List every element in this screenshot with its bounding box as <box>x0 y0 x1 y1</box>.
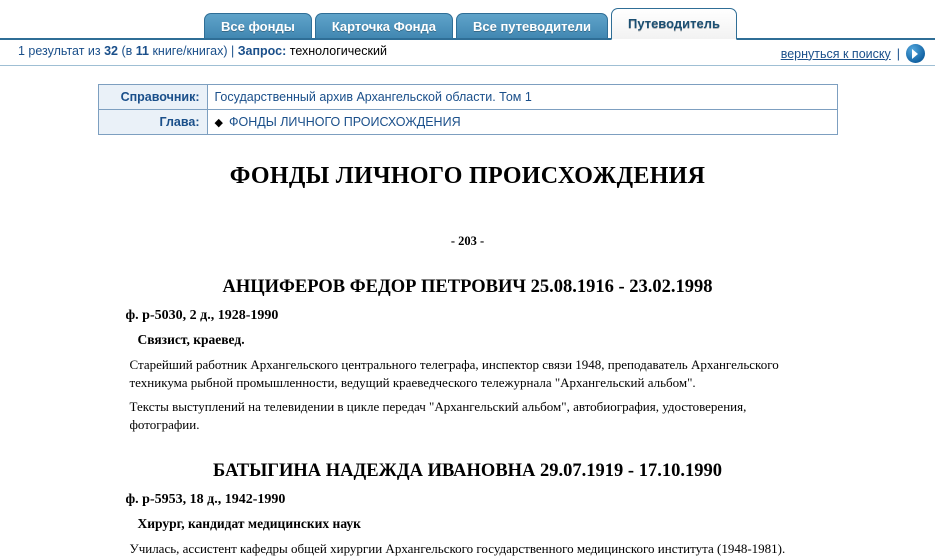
result-middle: (в <box>118 44 136 58</box>
tab-fund-card[interactable]: Карточка Фонда <box>315 13 453 40</box>
query-value: технологический <box>286 44 387 58</box>
entry-title: БАТЫГИНА НАДЕЖДА ИВАНОВНА 29.07.1919 - 17.10.1990 <box>213 461 722 482</box>
page-number: - 203 - <box>450 234 485 248</box>
chapter-link[interactable]: ФОНДЫ ЛИЧНОГО ПРОИСХОЖДЕНИЯ <box>228 115 461 129</box>
query-label: Запрос: <box>237 44 287 58</box>
reference-info-table <box>98 84 838 135</box>
handbook-label: Справочник: <box>98 85 207 110</box>
result-count: 32 <box>104 44 119 58</box>
result-prefix: 1 результат из <box>18 44 105 58</box>
chapter-label: Глава: <box>98 110 207 135</box>
arrow-right-icon[interactable] <box>906 44 925 63</box>
tab-guide[interactable]: Путеводитель <box>611 8 737 40</box>
entry-paragraph: Училась, ассистент кафедры общей хирургии Архангельского государственного медицинского института (1948-1981). <box>129 541 786 557</box>
entry-paragraph: Старейший работник Архангельского центрального телеграфа, инспектор связи 1948, преподаватель Архангельского техникума рыбной промышленности, ведущий краеведческого тележурнала "Архангельский альбом". <box>129 357 779 390</box>
tab-list <box>204 0 935 40</box>
handbook-value[interactable]: Государственный архив Архангельской области. Том 1 <box>207 85 837 110</box>
tab-all-funds[interactable]: Все фонды <box>204 13 312 40</box>
result-bar-actions <box>781 44 925 63</box>
tab-all-guides[interactable]: Все путеводители <box>456 13 608 40</box>
action-separator: | <box>896 46 900 61</box>
result-summary <box>18 44 238 58</box>
diamond-bullet-icon: ◆ <box>214 117 223 129</box>
chapter-row <box>98 110 837 135</box>
document-heading: ФОНДЫ ЛИЧНОГО ПРОИСХОЖДЕНИЯ <box>229 163 706 189</box>
entry-fund: ф. р-5953, 18 д., 1942-1990 <box>125 492 286 508</box>
entry-title: АНЦИФЕРОВ ФЕДОР ПЕТРОВИЧ 25.08.1916 - 23.02.1998 <box>222 277 713 297</box>
handbook-row <box>98 85 837 110</box>
entry-item <box>38 277 898 433</box>
tab-bar <box>0 0 935 40</box>
entry-role: Связист, краевед. <box>137 332 245 347</box>
result-bar <box>0 40 935 66</box>
document-body <box>38 135 898 558</box>
entry-item <box>38 461 898 558</box>
entry-role: Хирург, кандидат медицинских наук <box>137 516 361 532</box>
chapter-value-cell <box>207 110 837 135</box>
entry-fund: ф. р-5030, 2 д., 1928-1990 <box>125 308 279 323</box>
back-to-search-link[interactable]: вернуться к поиску <box>780 46 891 61</box>
entry-paragraph: Тексты выступлений на телевидении в цикле передач "Архангельский альбом", автобиография, удостоверения, фотографии. <box>129 399 747 432</box>
result-suffix: книге/книгах) | <box>148 44 238 58</box>
book-count: 11 <box>135 44 149 58</box>
